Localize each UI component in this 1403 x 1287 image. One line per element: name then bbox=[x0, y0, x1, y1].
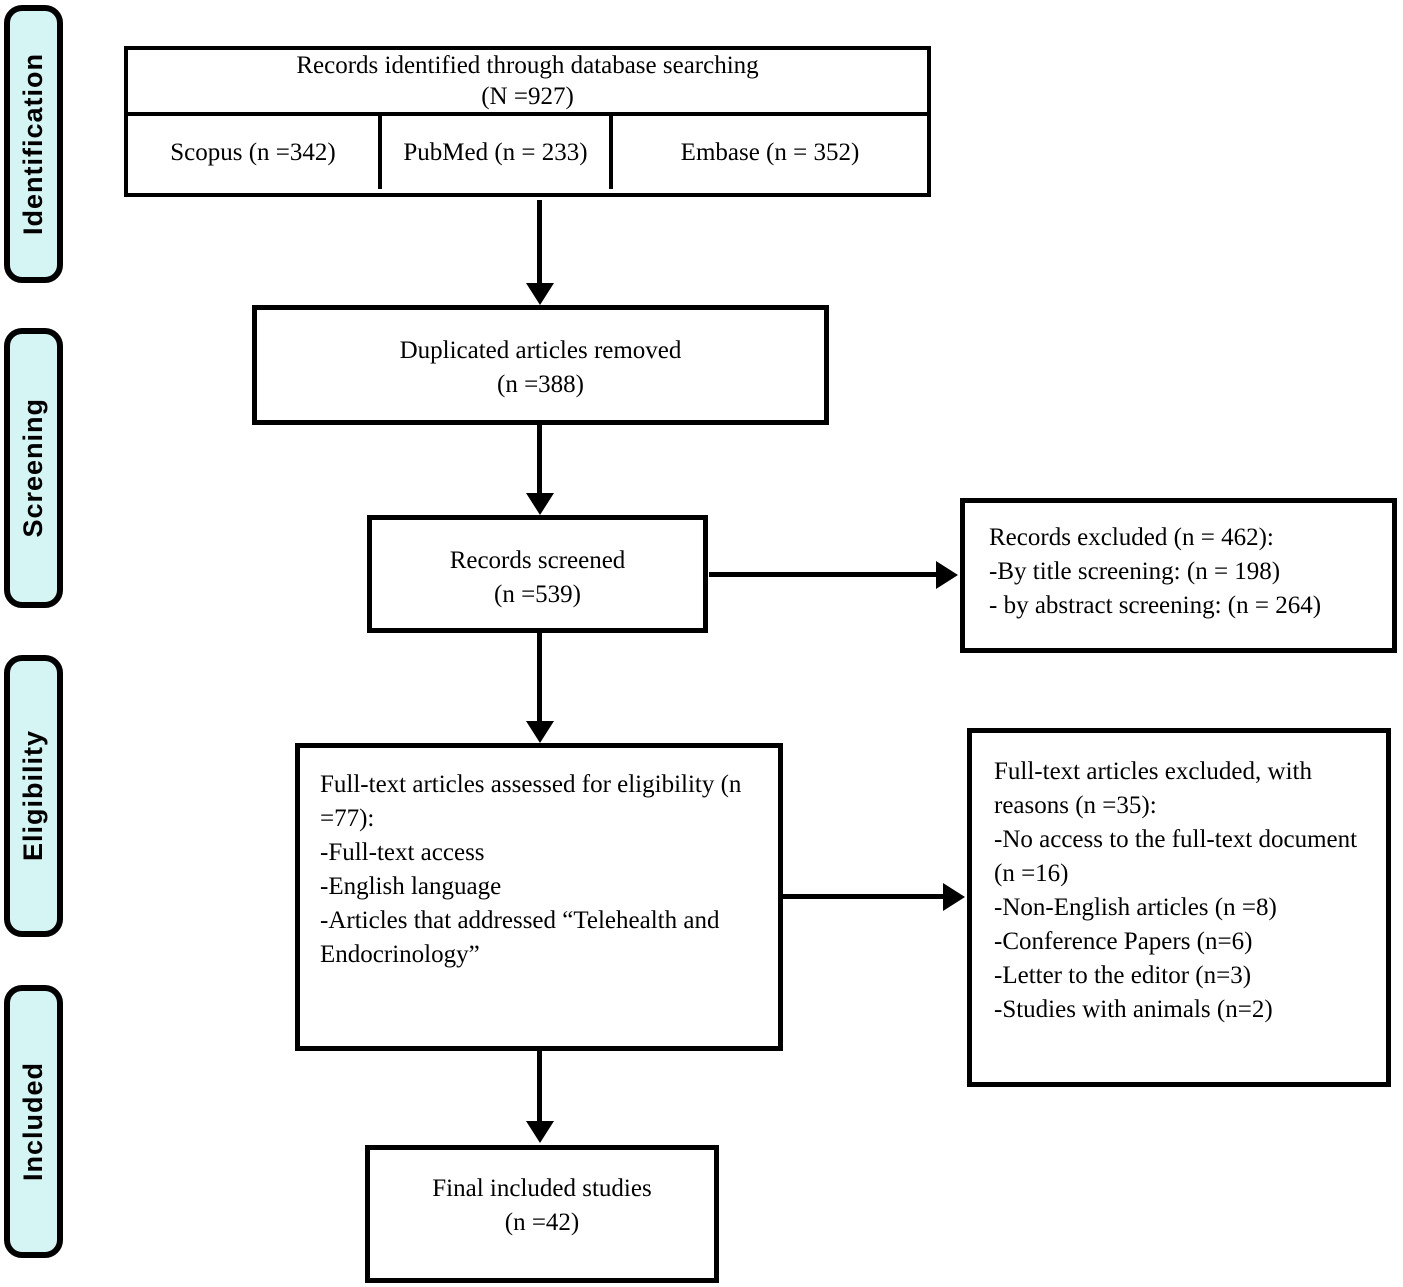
arrowhead-down-icon bbox=[526, 493, 554, 515]
source-scopus: Scopus (n =342) bbox=[170, 138, 336, 166]
records-excluded-abstract-screening: - by abstract screening: (n = 264) bbox=[989, 592, 1322, 619]
records-screened-line1: Records screened bbox=[449, 547, 626, 574]
fulltext-excluded-reason-animals: -Studies with animals (n=2) bbox=[994, 996, 1273, 1023]
records-identified-title: Records identified through database searching bbox=[296, 52, 759, 79]
stage-included bbox=[4, 985, 63, 1258]
fulltext-assessed-criterion-topic: -Articles that addressed “Telehealth and Endocrinology” bbox=[320, 907, 720, 968]
final-included-count: (n =42) bbox=[504, 1209, 580, 1236]
arrow-line bbox=[537, 200, 542, 285]
arrowhead-right-icon bbox=[936, 561, 958, 589]
records-excluded-box bbox=[960, 498, 1397, 653]
records-identified-box bbox=[124, 46, 931, 197]
arrow-line bbox=[537, 425, 542, 493]
arrowhead-down-icon bbox=[526, 283, 554, 305]
arrowhead-down-icon bbox=[526, 721, 554, 743]
fulltext-assessed-box bbox=[295, 743, 783, 1051]
final-included-box bbox=[365, 1145, 719, 1283]
fulltext-assessed-title: Full-text articles assessed for eligibility (n =77): bbox=[320, 771, 742, 832]
arrowhead-right-icon bbox=[943, 883, 965, 911]
source-pubmed: PubMed (n = 233) bbox=[378, 116, 609, 189]
database-sources-row bbox=[128, 116, 927, 189]
stage-screening bbox=[4, 328, 63, 608]
duplicates-removed-box bbox=[252, 305, 829, 425]
records-identified-count: (N =927) bbox=[481, 83, 574, 110]
fulltext-excluded-reason-conference: -Conference Papers (n=6) bbox=[994, 928, 1253, 955]
duplicates-removed-count: (n =388) bbox=[497, 371, 584, 398]
fulltext-excluded-reason-letter: -Letter to the editor (n=3) bbox=[994, 962, 1252, 989]
fulltext-excluded-title: Full-text articles excluded, with reasons (n =35): bbox=[994, 758, 1312, 819]
stage-eligibility bbox=[4, 655, 63, 937]
stage-identification bbox=[4, 5, 63, 283]
duplicates-removed-line1: Duplicated articles removed bbox=[399, 337, 682, 364]
records-excluded-title-screening: -By title screening: (n = 198) bbox=[989, 558, 1281, 585]
fulltext-assessed-criterion-access: -Full-text access bbox=[320, 839, 485, 866]
records-screened-count: (n =539) bbox=[494, 581, 581, 608]
arrow-line bbox=[709, 572, 938, 577]
stage-eligibility-label: Eligibility bbox=[18, 730, 48, 862]
records-identified-title-row bbox=[128, 50, 927, 116]
stage-included-label: Included bbox=[18, 1061, 48, 1181]
arrow-line bbox=[537, 633, 542, 721]
fulltext-excluded-reason-no-access: -No access to the full-text document (n =16) bbox=[994, 826, 1358, 887]
fulltext-assessed-criterion-language: -English language bbox=[320, 873, 502, 900]
stage-screening-label: Screening bbox=[18, 398, 48, 538]
final-included-line1: Final included studies bbox=[432, 1175, 652, 1202]
stage-identification-label: Identification bbox=[18, 53, 48, 235]
arrowhead-down-icon bbox=[526, 1121, 554, 1143]
arrow-line bbox=[783, 894, 945, 899]
records-excluded-line: Records excluded (n = 462): bbox=[989, 524, 1274, 551]
arrow-line bbox=[537, 1051, 542, 1123]
fulltext-excluded-box bbox=[967, 728, 1391, 1087]
fulltext-excluded-reason-non-english: -Non-English articles (n =8) bbox=[994, 894, 1277, 921]
records-screened-box bbox=[367, 515, 708, 633]
source-embase: Embase (n = 352) bbox=[609, 116, 927, 189]
